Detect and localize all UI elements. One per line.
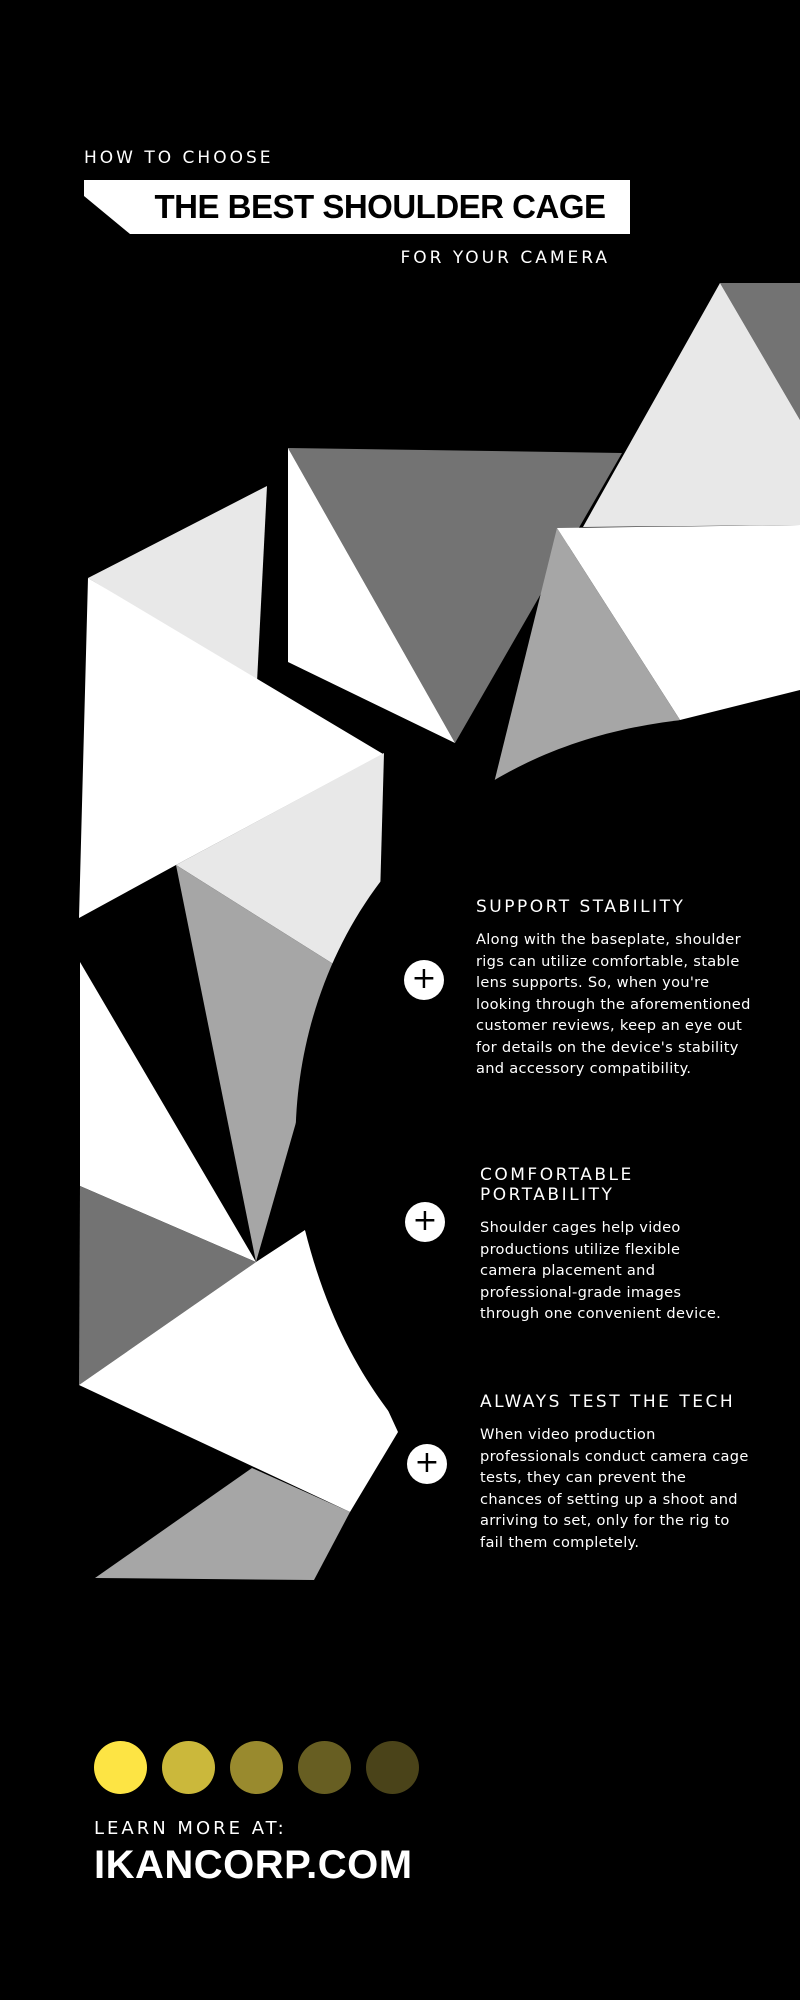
learn-more-label: LEARN MORE AT: — [94, 1818, 287, 1839]
plus-icon: + — [404, 960, 444, 1000]
color-dots — [94, 1741, 419, 1794]
website-link[interactable]: IKANCORP.COM — [94, 1843, 413, 1887]
section-heading: SUPPORT STABILITY — [476, 897, 686, 917]
section-body: When video production professionals conduct camera cage tests, they can prevent the chances of setting up a shoot and arriving to set, only for the rig to fail them completely. — [480, 1426, 749, 1551]
color-dot — [162, 1741, 215, 1794]
section-heading: ALWAYS TEST THE TECH — [480, 1392, 736, 1412]
plus-icon: + — [407, 1444, 447, 1484]
header-kicker: HOW TO CHOOSE — [84, 148, 274, 168]
color-dot — [366, 1741, 419, 1794]
section-comfortable-portability — [480, 1165, 740, 1325]
color-dot — [230, 1741, 283, 1794]
color-dot — [94, 1741, 147, 1794]
header-subtitle: FOR YOUR CAMERA — [400, 248, 610, 268]
color-dot — [298, 1741, 351, 1794]
section-body: Shoulder cages help video productions utilize flexible camera placement and professional-grade images through one convenient device. — [480, 1219, 722, 1322]
section-heading: COMFORTABLE PORTABILITY — [480, 1165, 634, 1205]
section-body: Along with the baseplate, shoulder rigs can utilize comfortable, stable lens supports. So, when you're looking through the aforementioned customer reviews, keep an eye out for details on the device's stability and accessory compatibility. — [476, 931, 751, 1077]
plus-icon: + — [405, 1202, 445, 1242]
title-banner — [84, 180, 630, 234]
section-always-test-the-tech — [480, 1392, 750, 1553]
page-title: THE BEST SHOULDER CAGE — [154, 188, 606, 225]
section-support-stability — [476, 897, 751, 1080]
